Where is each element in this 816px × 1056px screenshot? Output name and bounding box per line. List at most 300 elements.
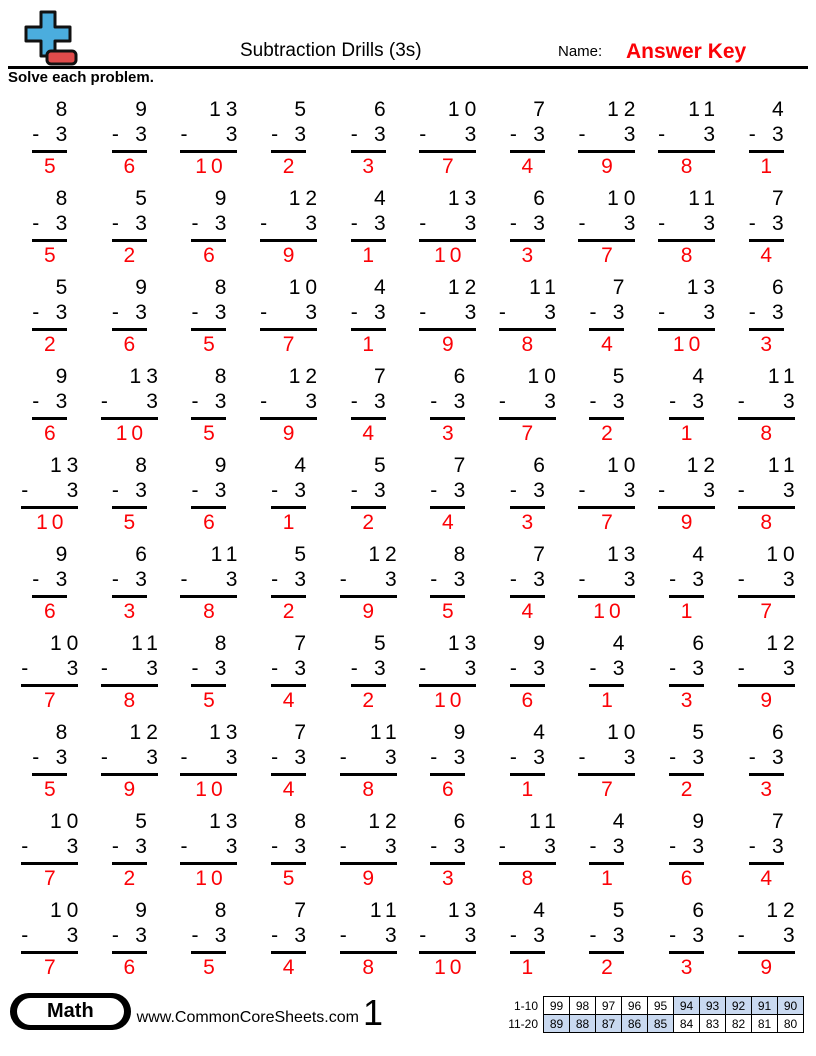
answer-line (738, 417, 795, 420)
subtrahend: 3 (385, 746, 397, 769)
minus-sign-icon: - (737, 390, 745, 413)
minus-sign-icon: - (419, 212, 427, 235)
answer-line (658, 239, 715, 242)
subtrahend-row (112, 300, 147, 325)
subtrahend: 3 (305, 212, 318, 235)
score-cell: 89 (544, 1015, 570, 1033)
answer-value: 9 (362, 600, 379, 623)
minuend: 5 (692, 721, 710, 744)
subtrahend-row (419, 122, 476, 147)
answer-line (112, 328, 147, 331)
subtrahend-row (658, 122, 715, 147)
answer-value: 9 (362, 867, 379, 890)
answer-line (430, 417, 465, 420)
minus-sign-icon: - (260, 390, 268, 413)
answer-line (112, 951, 147, 954)
footer (10, 993, 804, 1037)
minuend: 8 (294, 810, 312, 833)
problem-cell (509, 631, 550, 720)
subtrahend-row (510, 923, 545, 948)
subtrahend-row (112, 923, 147, 948)
instructions-text: Solve each problem. (8, 69, 154, 86)
answer-value: 1 (362, 333, 379, 356)
answer-line (578, 239, 635, 242)
problem-cell (271, 631, 312, 720)
subtrahend: 3 (55, 123, 68, 146)
subtrahend-row (191, 211, 226, 236)
subtrahend: 3 (544, 835, 556, 858)
subtrahend: 3 (783, 479, 795, 502)
minus-sign-icon: - (180, 123, 188, 146)
subtrahend-row (510, 656, 545, 681)
answer-line (749, 239, 784, 242)
problem-cell (430, 809, 471, 898)
minuend: 9 (55, 543, 73, 566)
problem-cell (350, 364, 391, 453)
subtrahend-row (21, 923, 78, 948)
problem-cell (430, 542, 471, 631)
answer-line (112, 239, 147, 242)
answer-value: 7 (601, 244, 617, 267)
score-table-row (506, 997, 803, 1015)
answer-value: 8 (362, 956, 379, 979)
answer-line (578, 595, 635, 598)
problem-cell (191, 186, 232, 275)
minus-sign-icon: - (578, 746, 586, 769)
problem-cell (21, 809, 84, 898)
answer-line (510, 684, 545, 687)
answer-line (658, 506, 715, 509)
subtrahend: 3 (374, 479, 386, 502)
answer-line (271, 684, 306, 687)
answer-value: 8 (362, 778, 379, 801)
minus-sign-icon: - (180, 746, 188, 769)
answer-line (101, 684, 158, 687)
subtrahend-row (21, 478, 78, 503)
answer-value: 3 (760, 333, 777, 356)
answer-value: 6 (680, 867, 697, 890)
subtrahend: 3 (692, 390, 705, 413)
answer-value: 4 (441, 511, 458, 534)
answer-value: 10 (593, 600, 625, 623)
subtrahend-row (669, 745, 704, 770)
minus-sign-icon: - (589, 301, 597, 324)
answer-value: 2 (362, 511, 379, 534)
score-range-label: 1-10 (513, 998, 538, 1013)
score-cell: 98 (570, 997, 596, 1015)
answer-line (351, 239, 386, 242)
answer-line (578, 773, 635, 776)
answer-line (589, 951, 624, 954)
minuend: 12 (368, 543, 402, 566)
subtrahend-row (589, 300, 624, 325)
problem-cell (669, 364, 710, 453)
answer-value: 3 (441, 422, 458, 445)
subject-badge-label: Math (17, 998, 124, 1025)
problem-cell (180, 809, 243, 898)
problem-cell (748, 720, 789, 809)
minuend: 4 (692, 543, 710, 566)
subtrahend: 3 (692, 568, 705, 591)
subtrahend: 3 (374, 123, 386, 146)
subtrahend: 3 (55, 390, 68, 413)
answer-value: 1 (521, 956, 538, 979)
answer-line (430, 773, 465, 776)
minuend: 8 (453, 543, 471, 566)
subtrahend: 3 (464, 924, 477, 947)
subtrahend-row (101, 389, 158, 414)
answer-line (419, 239, 476, 242)
minuend: 12 (368, 810, 402, 833)
answer-value: 2 (123, 244, 140, 267)
subtrahend-row (32, 122, 67, 147)
problem-cell (271, 542, 312, 631)
answer-value: 9 (123, 778, 140, 801)
subtrahend-row (32, 389, 67, 414)
problem-cell (589, 631, 630, 720)
subtrahend: 3 (214, 479, 227, 502)
answer-value: 4 (760, 244, 777, 267)
subtrahend-row (340, 567, 397, 592)
problem-cell (509, 720, 550, 809)
answer-value: 6 (43, 422, 60, 445)
minus-sign-icon: - (589, 924, 597, 947)
answer-value: 1 (760, 155, 777, 178)
answer-value: 4 (521, 600, 538, 623)
minuend: 13 (447, 632, 482, 655)
subtrahend: 3 (135, 479, 147, 502)
problem-cell (339, 898, 402, 987)
subtrahend: 3 (464, 123, 477, 146)
problem-cell (589, 275, 630, 364)
subtrahend: 3 (623, 568, 636, 591)
subtrahend: 3 (533, 212, 545, 235)
subtrahend: 3 (692, 835, 705, 858)
answer-line (430, 506, 465, 509)
minuend: 13 (129, 365, 163, 388)
problem-cell (21, 631, 84, 720)
minus-sign-icon: - (748, 835, 756, 858)
subtrahend: 3 (294, 835, 307, 858)
answer-value: 7 (760, 600, 777, 623)
answer-value: 4 (521, 155, 538, 178)
answer-value: 7 (601, 511, 617, 534)
subtrahend: 3 (623, 212, 636, 235)
answer-line (260, 239, 317, 242)
answer-line (191, 684, 226, 687)
minuend: 4 (612, 810, 630, 833)
minus-sign-icon: - (669, 835, 677, 858)
answer-value: 7 (43, 956, 60, 979)
problem-cell (737, 898, 800, 987)
problem-cell (737, 631, 800, 720)
subtrahend-row (21, 834, 78, 859)
subtrahend: 3 (783, 568, 795, 591)
answer-line (191, 328, 226, 331)
score-table (506, 996, 804, 1033)
minuend: 12 (288, 365, 323, 388)
minuend: 7 (612, 276, 630, 299)
website-url: www.CommonCoreSheets.com (136, 1009, 359, 1026)
answer-value: 5 (441, 600, 458, 623)
minuend: 6 (692, 899, 710, 922)
subtrahend: 3 (533, 924, 545, 947)
minuend: 7 (294, 899, 312, 922)
subtrahend: 3 (453, 746, 466, 769)
subtrahend: 3 (374, 390, 386, 413)
minuend: 4 (294, 454, 312, 477)
subtrahend-row (430, 389, 465, 414)
answer-value: 1 (601, 689, 617, 712)
minuend: 9 (135, 276, 152, 299)
minus-sign-icon: - (191, 479, 199, 502)
minus-sign-icon: - (589, 390, 597, 413)
answer-line (21, 862, 78, 865)
problem-cell (271, 809, 312, 898)
subtrahend: 3 (783, 924, 795, 947)
subtrahend-row (271, 478, 306, 503)
minus-sign-icon: - (669, 746, 677, 769)
answer-value: 2 (123, 867, 140, 890)
answer-line (271, 506, 306, 509)
subtrahend: 3 (374, 301, 386, 324)
minus-sign-icon: - (32, 390, 40, 413)
answer-line (430, 595, 465, 598)
subtrahend: 3 (703, 123, 716, 146)
problem-cell (430, 364, 471, 453)
answer-value: 5 (203, 956, 219, 979)
answer-value: 8 (680, 244, 697, 267)
minus-sign-icon: - (498, 390, 506, 413)
minus-sign-icon: - (430, 746, 438, 769)
answer-line (112, 506, 147, 509)
answer-line (340, 951, 397, 954)
answer-value: 2 (601, 422, 617, 445)
answer-line (510, 506, 545, 509)
subtrahend: 3 (66, 479, 79, 502)
problem-cell (32, 720, 73, 809)
subtrahend-row (738, 656, 795, 681)
minus-sign-icon: - (737, 479, 745, 502)
answer-value: 8 (521, 333, 538, 356)
answer-line (430, 862, 465, 865)
answer-value: 5 (123, 511, 140, 534)
answer-value: 2 (601, 956, 617, 979)
subtrahend: 3 (135, 212, 147, 235)
minuend: 4 (692, 365, 710, 388)
answer-value: 3 (441, 867, 458, 890)
answer-value: 7 (601, 778, 617, 801)
minuend: 7 (772, 810, 789, 833)
answer-line (749, 862, 784, 865)
subtrahend-row (180, 745, 237, 770)
minus-sign-icon: - (509, 212, 517, 235)
answer-line (419, 951, 476, 954)
answer-value: 8 (203, 600, 219, 623)
problem-cell (589, 809, 630, 898)
minuend: 12 (766, 899, 800, 922)
subtrahend: 3 (464, 657, 477, 680)
answer-line (351, 684, 386, 687)
answer-line (351, 506, 386, 509)
subtrahend: 3 (612, 657, 625, 680)
subtrahend-row (260, 300, 317, 325)
minuend: 5 (135, 187, 152, 210)
minuend: 10 (49, 632, 84, 655)
problem-cell (658, 186, 721, 275)
answer-value: 6 (123, 956, 140, 979)
answer-line (510, 773, 545, 776)
subtrahend: 3 (533, 568, 545, 591)
minus-sign-icon: - (271, 657, 279, 680)
problem-cell (509, 97, 550, 186)
subtrahend-row (510, 211, 545, 236)
subtrahend: 3 (772, 123, 784, 146)
minus-sign-icon: - (32, 212, 40, 235)
minus-sign-icon: - (260, 212, 268, 235)
answer-line (32, 150, 67, 153)
answer-line (589, 684, 624, 687)
minus-sign-icon: - (419, 123, 427, 146)
problem-cell (748, 186, 789, 275)
subtrahend-row (738, 567, 795, 592)
minuend: 5 (374, 632, 391, 655)
answer-line (191, 417, 226, 420)
subtrahend-row (738, 478, 795, 503)
subtrahend: 3 (374, 212, 386, 235)
problem-cell (260, 275, 323, 364)
minus-sign-icon: - (737, 924, 745, 947)
minus-sign-icon: - (111, 212, 119, 235)
score-cell: 88 (570, 1015, 596, 1033)
minuend: 4 (772, 98, 789, 121)
problem-cell (271, 97, 312, 186)
answer-value: 8 (680, 155, 697, 178)
minuend: 11 (688, 187, 721, 210)
page-number: 1 (362, 992, 383, 1033)
subtrahend: 3 (225, 746, 238, 769)
answer-line (749, 328, 784, 331)
minuend: 8 (214, 899, 232, 922)
minuend: 8 (214, 276, 232, 299)
answer-value: 10 (115, 422, 148, 445)
subtrahend-row (271, 745, 306, 770)
subtrahend: 3 (533, 123, 545, 146)
subtrahend: 3 (135, 123, 147, 146)
minuend: 9 (692, 810, 710, 833)
subtrahend-row (589, 389, 624, 414)
subtrahend: 3 (66, 835, 79, 858)
problem-cell (578, 186, 641, 275)
minus-sign-icon: - (21, 479, 29, 502)
subtrahend-row (669, 389, 704, 414)
minuend: 12 (686, 454, 721, 477)
problem-cell (578, 453, 641, 542)
minus-sign-icon: - (339, 568, 347, 591)
minus-sign-icon: - (498, 301, 506, 324)
subtrahend-row (749, 122, 784, 147)
answer-line (658, 150, 715, 153)
subtrahend: 3 (294, 479, 307, 502)
minuend: 13 (607, 543, 641, 566)
score-cell: 97 (596, 997, 622, 1015)
minuend: 6 (772, 276, 789, 299)
subtrahend: 3 (692, 746, 705, 769)
subtrahend-row (419, 656, 476, 681)
minus-sign-icon: - (419, 657, 427, 680)
score-range-label: 11-20 (508, 1016, 538, 1031)
subtrahend: 3 (453, 835, 466, 858)
problem-cell (578, 97, 641, 186)
minuend: 5 (135, 810, 152, 833)
answer-line (578, 506, 635, 509)
minus-sign-icon: - (737, 568, 745, 591)
problem-cell (21, 898, 84, 987)
minuend: 11 (210, 543, 243, 566)
subtrahend: 3 (135, 835, 147, 858)
answer-value: 9 (601, 155, 617, 178)
answer-line (669, 595, 704, 598)
subtrahend: 3 (214, 657, 227, 680)
subtrahend-row (510, 122, 545, 147)
answer-line (101, 417, 158, 420)
subtrahend-row (749, 300, 784, 325)
answer-value: 1 (601, 867, 617, 890)
subtrahend-row (260, 211, 317, 236)
minuend: 7 (533, 543, 550, 566)
answer-value: 2 (362, 689, 379, 712)
problems-grid (10, 97, 806, 987)
minuend: 6 (533, 187, 550, 210)
minus-sign-icon: - (498, 835, 506, 858)
minuend: 9 (453, 721, 471, 744)
subtrahend-row (180, 122, 237, 147)
problem-cell (578, 720, 641, 809)
subtrahend-row (499, 834, 556, 859)
subtrahend-row (589, 834, 624, 859)
problem-cell (260, 364, 323, 453)
subtrahend-row (180, 567, 237, 592)
minuend: 7 (294, 721, 312, 744)
subtrahend: 3 (135, 301, 147, 324)
subtrahend-row (112, 567, 147, 592)
problem-cell (191, 364, 232, 453)
problem-cell (271, 898, 312, 987)
subtrahend-row (112, 478, 147, 503)
subtrahend: 3 (66, 657, 79, 680)
subtrahend: 3 (612, 390, 625, 413)
subtrahend: 3 (214, 301, 227, 324)
subtrahend-row (510, 567, 545, 592)
subtrahend-row (658, 211, 715, 236)
score-cell: 87 (596, 1015, 622, 1033)
answer-value: 4 (760, 867, 777, 890)
subtrahend-row (578, 567, 635, 592)
answer-value: 7 (521, 422, 538, 445)
subtrahend: 3 (544, 301, 556, 324)
minuend: 12 (129, 721, 163, 744)
subtrahend: 3 (385, 924, 397, 947)
answer-line (419, 150, 476, 153)
subtrahend-row (669, 567, 704, 592)
minuend: 11 (767, 454, 800, 477)
answer-value: 10 (195, 867, 227, 890)
subtrahend-row (340, 923, 397, 948)
subtrahend-row (351, 122, 386, 147)
subtrahend: 3 (533, 479, 545, 502)
subtrahend: 3 (703, 301, 716, 324)
minus-sign-icon: - (111, 924, 119, 947)
